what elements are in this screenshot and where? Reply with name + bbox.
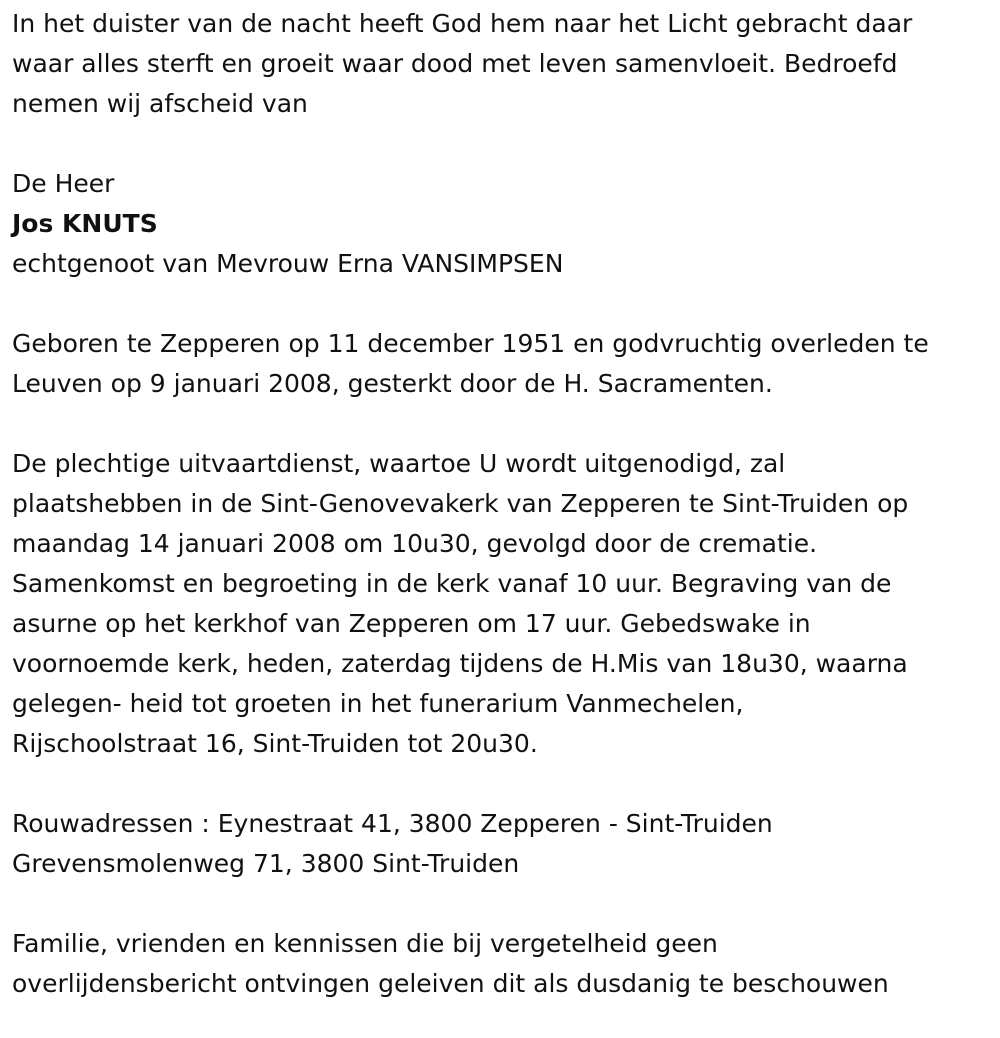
- birth-death-line: Leuven op 9 januari 2008, gesterkt door de H. Sacramenten.: [12, 369, 773, 398]
- service-line: De plechtige uitvaartdienst, waartoe U wordt uitgenodigd, zal: [12, 449, 786, 478]
- addresses-paragraph: [12, 804, 988, 884]
- address-line: Rouwadressen : Eynestraat 41, 3800 Zepperen - Sint-Truiden: [12, 809, 773, 838]
- intro-line: In het duister van de nacht heeft God hem naar het Licht gebracht daar: [12, 9, 913, 38]
- deceased-name: Jos KNUTS: [12, 209, 158, 238]
- intro-paragraph: [12, 4, 988, 124]
- service-paragraph: [12, 444, 988, 764]
- notice-paragraph: [12, 924, 988, 1004]
- deceased-spouse: echtgenoot van Mevrouw Erna VANSIMPSEN: [12, 249, 564, 278]
- deceased-title: De Heer: [12, 169, 115, 198]
- paragraph-gap: [12, 124, 988, 164]
- intro-line: waar alles sterft en groeit waar dood met leven samenvloeit. Bedroefd: [12, 49, 898, 78]
- notice-line: overlijdensbericht ontvingen geleiven dit als dusdanig te beschouwen: [12, 969, 889, 998]
- address-line: Grevensmolenweg 71, 3800 Sint-Truiden: [12, 849, 520, 878]
- paragraph-gap: [12, 884, 988, 924]
- paragraph-gap: [12, 404, 988, 444]
- intro-line: nemen wij afscheid van: [12, 89, 308, 118]
- deceased-block: [12, 164, 988, 284]
- service-line: asurne op het kerkhof van Zepperen om 17 uur. Gebedswake in: [12, 609, 811, 638]
- notice-line: Familie, vrienden en kennissen die bij vergetelheid geen: [12, 929, 718, 958]
- service-line: gelegen- heid tot groeten in het funerarium Vanmechelen,: [12, 689, 744, 718]
- service-line: voornoemde kerk, heden, zaterdag tijdens de H.Mis van 18u30, waarna: [12, 649, 908, 678]
- birth-death-line: Geboren te Zepperen op 11 december 1951 en godvruchtig overleden te: [12, 329, 929, 358]
- service-line: plaatshebben in de Sint-Genovevakerk van Zepperen te Sint-Truiden op: [12, 489, 909, 518]
- paragraph-gap: [12, 284, 988, 324]
- service-line: Rijschoolstraat 16, Sint-Truiden tot 20u30.: [12, 729, 538, 758]
- service-line: Samenkomst en begroeting in de kerk vanaf 10 uur. Begraving van de: [12, 569, 892, 598]
- service-line: maandag 14 januari 2008 om 10u30, gevolgd door de crematie.: [12, 529, 818, 558]
- birth-death-paragraph: [12, 324, 988, 404]
- paragraph-gap: [12, 764, 988, 804]
